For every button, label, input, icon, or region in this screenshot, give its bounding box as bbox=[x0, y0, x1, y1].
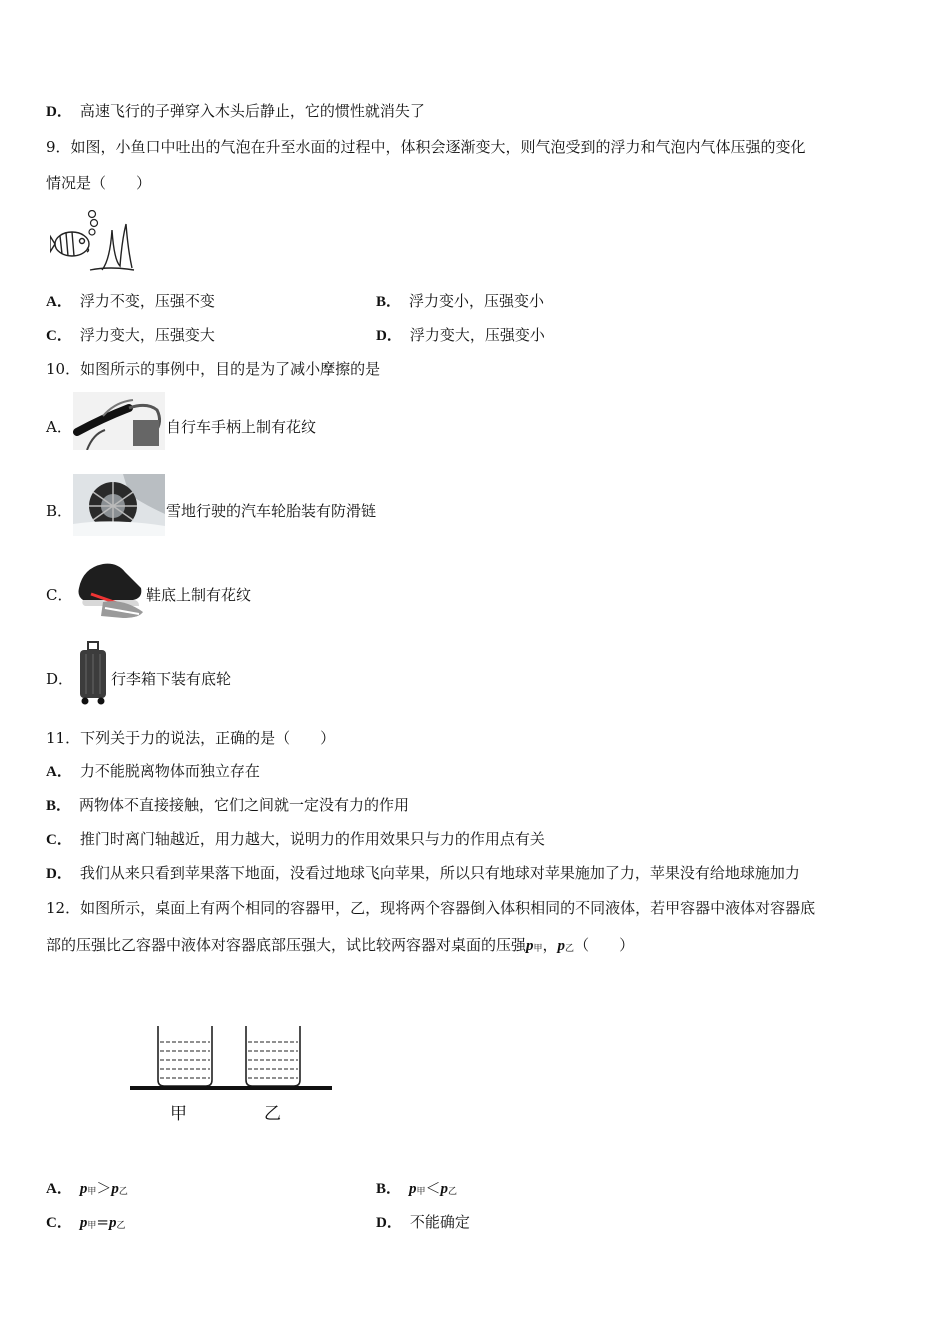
q10-option-d-label: D． bbox=[46, 670, 74, 688]
fish-bubbles-figure bbox=[50, 210, 136, 274]
label-jia: 甲 bbox=[170, 1104, 187, 1124]
comma: ， bbox=[542, 936, 558, 954]
q11-stem: 11．下列关于力的说法，正确的是（ ） bbox=[46, 729, 336, 747]
label-yi: 乙 bbox=[264, 1104, 281, 1124]
pressure-symbol: p bbox=[557, 938, 566, 954]
q10-option-b-label: B． bbox=[46, 502, 73, 520]
q10-option-a-text: 自行车手柄上制有花纹 bbox=[166, 418, 317, 436]
q12-stem-line2 bbox=[46, 935, 634, 959]
q11-option-c bbox=[46, 829, 545, 850]
q11-option-d bbox=[46, 863, 800, 884]
subscript-jia: 甲 bbox=[87, 1187, 97, 1197]
subscript-yi: 乙 bbox=[118, 1187, 128, 1197]
q10-option-c-text: 鞋底上制有花纹 bbox=[146, 586, 252, 604]
pressure-symbol: p bbox=[108, 1215, 117, 1231]
option-text: 浮力不变，压强不变 bbox=[79, 292, 215, 310]
option-text: 不能确定 bbox=[409, 1213, 470, 1231]
subscript-yi: 乙 bbox=[565, 944, 575, 954]
q12-option-b bbox=[376, 1178, 457, 1202]
option-text: 两物体不直接接触，它们之间就一定没有力的作用 bbox=[79, 796, 410, 814]
q10-option-d-text: 行李箱下装有底轮 bbox=[111, 670, 232, 688]
shoe-sole-icon bbox=[73, 558, 145, 620]
option-text: 力不能脱离物体而独立存在 bbox=[79, 762, 260, 780]
option-label: C． bbox=[46, 328, 72, 344]
option-label: B． bbox=[376, 294, 402, 310]
pressure-symbol: p bbox=[79, 1215, 88, 1231]
subscript-jia: 甲 bbox=[87, 1221, 97, 1231]
q9-option-b bbox=[376, 291, 544, 312]
q9-option-a bbox=[46, 291, 215, 312]
stem-text: 部的压强比乙容器中液体对容器底部压强大，试比较两容器对桌面的压强 bbox=[46, 936, 527, 954]
bicycle-handle-icon bbox=[73, 392, 165, 450]
option-label: D． bbox=[46, 104, 72, 120]
option-text: 浮力变大，压强变小 bbox=[409, 326, 545, 344]
q12-option-c bbox=[46, 1212, 125, 1236]
option-text: 推门时离门轴越近，用力越大，说明力的作用效果只与力的作用点有关 bbox=[79, 830, 545, 848]
q9-option-c bbox=[46, 325, 215, 346]
option-label: B． bbox=[376, 1181, 402, 1197]
q10-option-c-label: C． bbox=[46, 586, 73, 604]
snow-tire-chain-icon bbox=[73, 474, 165, 536]
operator: ＞ bbox=[96, 1179, 112, 1197]
answer-paren: （ ） bbox=[574, 936, 635, 954]
q10-option-a-label: A． bbox=[46, 418, 72, 436]
container-yi bbox=[246, 1026, 300, 1086]
q11-option-b bbox=[46, 795, 409, 816]
subscript-jia: 甲 bbox=[533, 944, 543, 954]
option-text: 高速飞行的子弹穿入木头后静止，它的惯性就消失了 bbox=[79, 102, 425, 120]
q12-option-d bbox=[376, 1212, 470, 1233]
q9-stem-line2: 情况是（ ） bbox=[46, 174, 152, 192]
containers-figure bbox=[128, 1022, 338, 1098]
q12-option-a bbox=[46, 1178, 128, 1202]
subscript-yi: 乙 bbox=[448, 1187, 458, 1197]
container-jia bbox=[158, 1026, 212, 1086]
subscript-yi: 乙 bbox=[116, 1221, 126, 1231]
option-text: 我们从来只看到苹果落下地面，没看过地球飞向苹果，所以只有地球对苹果施加了力，苹果没有给地球施加力 bbox=[79, 864, 800, 882]
pressure-symbol: p bbox=[440, 1181, 449, 1197]
pressure-symbol: p bbox=[409, 1181, 417, 1197]
q10-option-b-text: 雪地行驶的汽车轮胎装有防滑链 bbox=[166, 502, 377, 520]
q11-option-a bbox=[46, 761, 260, 782]
subscript-jia: 甲 bbox=[416, 1187, 426, 1197]
option-label: B． bbox=[46, 798, 72, 814]
option-label: D． bbox=[376, 328, 402, 344]
operator: = bbox=[96, 1213, 109, 1231]
option-text: 浮力变大，压强变大 bbox=[79, 326, 215, 344]
fish-icon bbox=[50, 232, 89, 256]
table-surface bbox=[130, 1086, 332, 1090]
q12-stem-line1: 12．如图所示，桌面上有两个相同的容器甲，乙，现将两个容器倒入体积相同的不同液体，若甲容器中液体对容器底 bbox=[46, 899, 816, 917]
option-label: A． bbox=[46, 294, 72, 310]
option-label: C． bbox=[46, 832, 72, 848]
q9-stem-line1: 9．如图，小鱼口中吐出的气泡在升至水面的过程中，体积会逐渐变大，则气泡受到的浮力和气泡内气体压强的变化 bbox=[46, 138, 806, 156]
pressure-symbol: p bbox=[526, 938, 534, 954]
option-label: D． bbox=[376, 1215, 402, 1231]
q10-stem: 10．如图所示的事例中，目的是为了减小摩擦的是 bbox=[46, 360, 381, 378]
option-label: D． bbox=[46, 866, 72, 882]
option-label: A． bbox=[46, 1181, 72, 1197]
q8-option-d bbox=[46, 101, 425, 122]
pressure-symbol: p bbox=[79, 1181, 88, 1197]
q9-option-d bbox=[376, 325, 545, 346]
water-plant-icon bbox=[90, 224, 134, 270]
bubbles-icon bbox=[89, 211, 98, 236]
suitcase-wheels-icon bbox=[76, 640, 110, 706]
option-label: A． bbox=[46, 764, 72, 780]
option-text: 浮力变小，压强变小 bbox=[409, 292, 545, 310]
operator: ＜ bbox=[425, 1179, 441, 1197]
option-label: C． bbox=[46, 1215, 72, 1231]
pressure-symbol: p bbox=[111, 1181, 119, 1197]
